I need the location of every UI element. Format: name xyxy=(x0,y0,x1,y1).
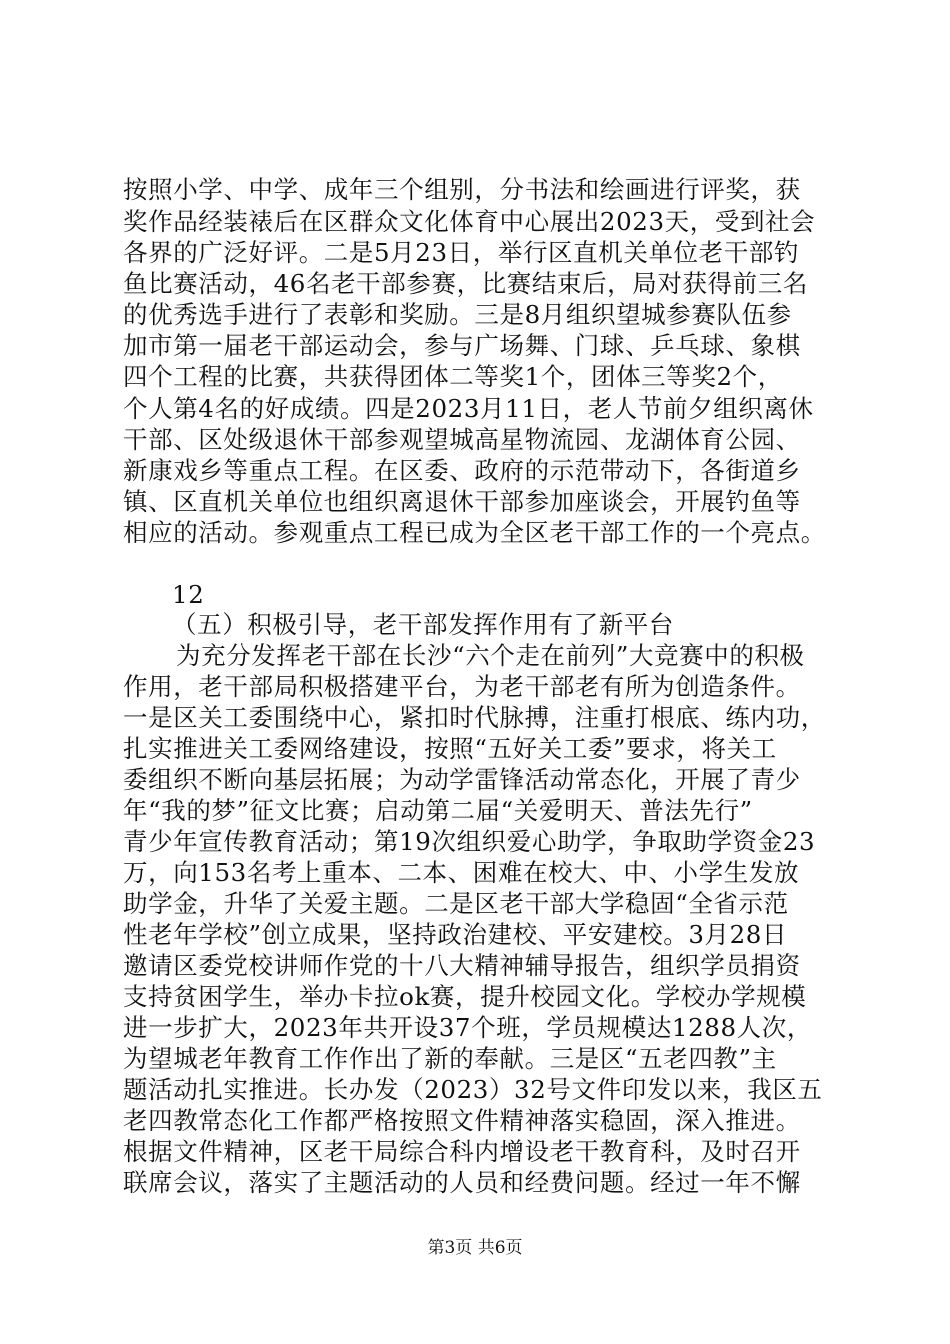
text-line: 老四教常态化工作都严格按照文件精神落实稳固，深入推进。 xyxy=(123,1106,801,1135)
text-line: 性老年学校”创立成果，坚持政治建校、平安建校。3月28日 xyxy=(123,920,788,949)
text-line: 奖作品经装裱后在区群众文化体育中心展出2023天，受到社会 xyxy=(123,207,816,236)
text-line: 一是区关工委围绕中心，紧扣时代脉搏，注重打根底、练内功， xyxy=(123,703,826,732)
text-line: 干部、区处级退休干部参观望城高星物流园、龙湖体育公园、 xyxy=(123,425,801,454)
text-line: 邀请区委党校讲师作党的十八大精神辅导报告，组织学员捐资 xyxy=(123,951,801,980)
text-line: 各界的广泛好评。二是5月23日，举行区直机关单位老干部钓 xyxy=(123,238,800,267)
text-line: 为充分发挥老干部在长沙“六个走在前列”大竞赛中的积极 xyxy=(176,641,805,670)
text-line: 加市第一届老干部运动会，参与广场舞、门球、乒乓球、象棋 xyxy=(123,331,801,360)
section-heading: （五）积极引导，老干部发挥作用有了新平台 xyxy=(172,610,674,639)
text-line: 联席会议，落实了主题活动的人员和经费问题。经过一年不懈 xyxy=(123,1168,801,1197)
text-line: 助学金，升华了关爱主题。二是区老干部大学稳固“全省示范 xyxy=(123,889,789,918)
text-line: 四个工程的比赛，共获得团体二等奖1个，团体三等奖2个， xyxy=(123,362,783,391)
text-line: 扎实推进关工委网络建设，按照“五好关工委”要求，将关工 xyxy=(123,734,777,763)
text-line: 新康戏乡等重点工程。在区委、政府的示范带动下，各街道乡 xyxy=(123,456,801,485)
text-line: 万，向153名考上重本、二本、困难在校大、中、小学生发放 xyxy=(123,858,800,887)
text-line: 的优秀选手进行了表彰和奖励。三是8月组织望城参赛队伍参 xyxy=(123,300,792,329)
text-line: 为望城老年教育工作作出了新的奉献。三是区“五老四教”主 xyxy=(123,1044,777,1073)
text-line: 根据文件精神，区老干局综合科内增设老干教育科，及时召开 xyxy=(123,1137,801,1166)
text-line: 作用，老干部局积极搭建平台，为老干部老有所为创造条件。 xyxy=(123,672,801,701)
text-line: 题活动扎实推进。长办发（2023）32号文件印发以来，我区五 xyxy=(123,1075,823,1104)
text-line: 委组织不断向基层拓展；为动学雷锋活动常态化，开展了青少 xyxy=(123,765,801,794)
text-line: 相应的活动。参观重点工程已成为全区老干部工作的一个亮点。 xyxy=(123,518,826,547)
text-line: 镇、区直机关单位也组织离退休干部参加座谈会，开展钓鱼等 xyxy=(123,487,801,516)
text-line: 按照小学、中学、成年三个组别，分书法和绘画进行评奖，获 xyxy=(123,175,801,204)
list-marker: 12 xyxy=(172,580,205,609)
text-line: 鱼比赛活动，46名老干部参赛，比赛结束后，局对获得前三名 xyxy=(123,269,808,298)
text-line: 支持贫困学生，举办卡拉ok赛，提升校园文化。学校办学规模 xyxy=(123,982,807,1011)
text-line: 个人第4名的好成绩。四是2023月11日，老人节前夕组织离休 xyxy=(123,394,814,423)
page-footer: 第3页 共6页 xyxy=(427,1238,523,1258)
text-line: 青少年宣传教育活动；第19次组织爱心助学，争取助学资金23 xyxy=(123,827,816,856)
text-line: 年“我的梦”征文比赛；启动第二届“关爱明天、普法先行” xyxy=(123,796,753,825)
text-line: 进一步扩大，2023年共开设37个班，学员规模达1288人次， xyxy=(123,1013,812,1042)
